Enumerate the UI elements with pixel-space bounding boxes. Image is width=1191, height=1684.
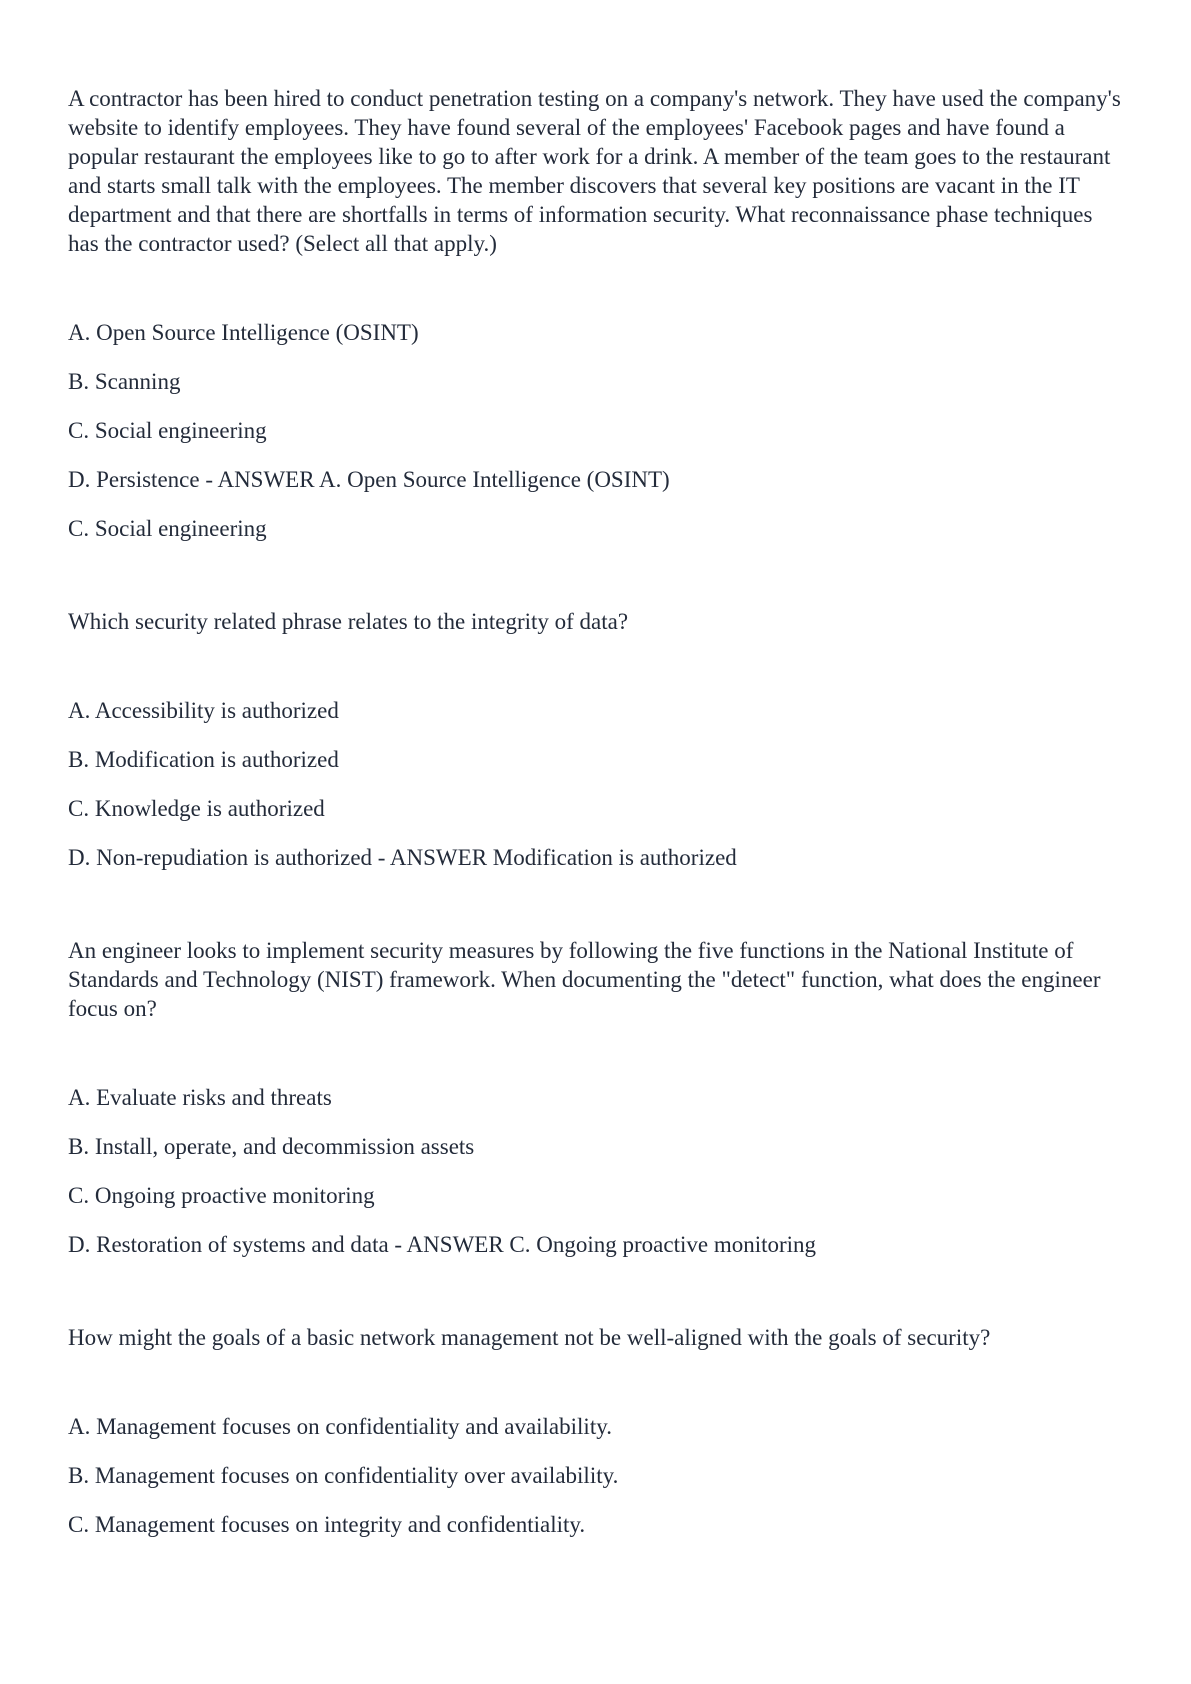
answer-options	[68, 696, 1128, 892]
answer-option: D. Restoration of systems and data - ANSWER C. Ongoing proactive monitoring	[68, 1232, 817, 1257]
answer-option: B. Management focuses on confidentiality over availability.	[68, 1463, 619, 1488]
answer-options	[68, 318, 1128, 563]
spacer	[68, 1279, 1128, 1323]
question-text: A contractor has been hired to conduct penetration testing on a company's network. They have used the company's website to identify employees. They have found several of the employees' Facebook pages and have found a popular restaurant the employees like to go to after work for a drink. A member of the team goes to the restaurant and starts small talk with the employees. The member discovers that several key positions are vacant in the IT department and that there are shortfalls in terms of information security. What reconnaissance phase techniques has the contractor used? (Select all that apply.)	[68, 86, 1121, 256]
question-block-2	[68, 607, 1128, 892]
question-text: How might the goals of a basic network management not be well-aligned with the goals of security?	[68, 1325, 991, 1350]
answer-option: C. Ongoing proactive monitoring	[68, 1183, 375, 1208]
question-text: Which security related phrase relates to the integrity of data?	[68, 609, 629, 634]
answer-option: D. Non-repudiation is authorized - ANSWER Modification is authorized	[68, 845, 737, 870]
answer-option: C. Social engineering	[68, 418, 267, 443]
answer-option: A. Accessibility is authorized	[68, 698, 339, 723]
question-text: An engineer looks to implement security measures by following the five functions in the National Institute of Standards and Technology (NIST) framework. When documenting the "detect" function, what does the engineer focus on?	[68, 938, 1101, 1021]
question-block-4	[68, 1323, 1128, 1559]
answer-option: B. Scanning	[68, 369, 181, 394]
question-block-3	[68, 936, 1128, 1279]
spacer	[68, 892, 1128, 936]
document-page	[68, 84, 1128, 1559]
answer-option: D. Persistence - ANSWER A. Open Source Intelligence (OSINT)	[68, 467, 670, 492]
answer-option: C. Social engineering	[68, 516, 267, 541]
answer-option: B. Modification is authorized	[68, 747, 339, 772]
answer-options	[68, 1083, 1128, 1279]
answer-option: C. Knowledge is authorized	[68, 796, 325, 821]
answer-option: A. Management focuses on confidentiality and availability.	[68, 1414, 612, 1439]
question-block-1	[68, 84, 1128, 563]
answer-option: A. Open Source Intelligence (OSINT)	[68, 320, 419, 345]
answer-option: C. Management focuses on integrity and confidentiality.	[68, 1512, 586, 1537]
answer-option: A. Evaluate risks and threats	[68, 1085, 332, 1110]
spacer	[68, 563, 1128, 607]
answer-option: B. Install, operate, and decommission assets	[68, 1134, 475, 1159]
answer-options	[68, 1412, 1128, 1559]
